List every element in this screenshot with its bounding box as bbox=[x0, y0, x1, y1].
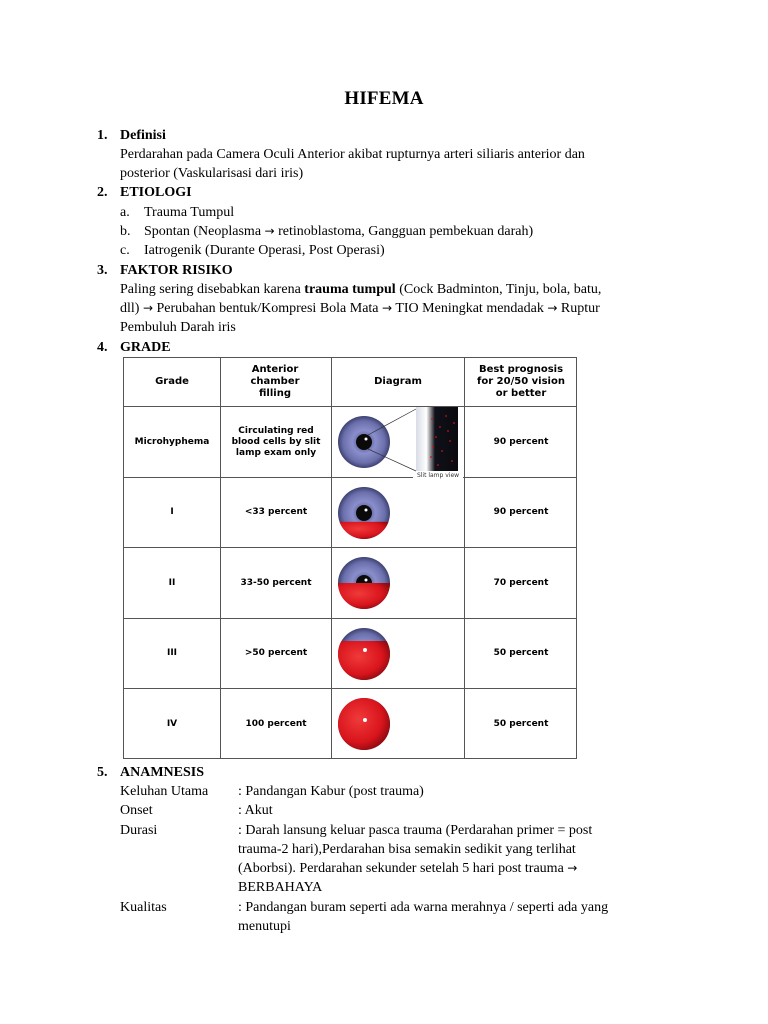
grade-cell: I bbox=[170, 507, 174, 517]
pupil-highlight bbox=[365, 579, 368, 582]
durasi-line-4: BERBAHAYA bbox=[238, 880, 323, 895]
grade-cell: III bbox=[166, 648, 178, 658]
arrow-right-icon: → bbox=[382, 301, 393, 315]
keluhan-value: : Pandangan Kabur (post trauma) bbox=[238, 784, 424, 799]
blood-level bbox=[338, 522, 390, 539]
section-4-number: 4. bbox=[97, 340, 108, 355]
risk-line-3: Pembuluh Darah iris bbox=[120, 320, 236, 335]
header-filling: Anterior chamber filling bbox=[250, 364, 300, 399]
arrow-right-icon: → bbox=[264, 224, 275, 238]
onset-label: Onset bbox=[120, 803, 153, 818]
section-3-number: 3. bbox=[97, 263, 108, 278]
section-5-number: 5. bbox=[97, 765, 108, 780]
pupil-highlight bbox=[365, 509, 368, 512]
etiology-item-a: Trauma Tumpul bbox=[144, 205, 235, 220]
header-grade: Grade bbox=[155, 376, 189, 387]
definition-line-1: Perdarahan pada Camera Oculi Anterior akibat rupturnya arteri siliaris anterior dan bbox=[120, 147, 585, 162]
etiology-item-c: Iatrogenik (Durante Operasi, Post Operasi) bbox=[144, 243, 385, 258]
risk-line-2: dll) → Perubahan bentuk/Kompresi Bola Mata → TIO Meningkat mendadak → Ruptur bbox=[120, 301, 600, 316]
kualitas-line-2: menutupi bbox=[238, 919, 291, 934]
eye-diagram-microhyphema bbox=[332, 407, 464, 477]
arrow-right-icon: → bbox=[142, 301, 154, 315]
etiology-letter-c: c. bbox=[120, 243, 130, 258]
arrow-right-icon: → bbox=[567, 861, 578, 875]
grade-cell: II bbox=[168, 577, 176, 588]
etiology-letter-a: a. bbox=[120, 205, 130, 220]
slit-lamp-label: Slit lamp view bbox=[413, 472, 463, 479]
blood-level bbox=[338, 641, 390, 680]
etiology-letter-b: b. bbox=[120, 224, 131, 239]
blood-highlight bbox=[363, 718, 367, 722]
onset-value: : Akut bbox=[238, 803, 273, 818]
pupil bbox=[356, 505, 372, 521]
prognosis-cell: 50 percent bbox=[493, 648, 549, 658]
section-3-heading: FAKTOR RISIKO bbox=[120, 263, 233, 278]
filling-cell: <33 percent bbox=[244, 507, 308, 517]
section-2-heading: ETIOLOGI bbox=[120, 185, 192, 200]
keluhan-label: Keluhan Utama bbox=[120, 784, 209, 799]
kualitas-label: Kualitas bbox=[120, 900, 167, 915]
page-title: HIFEMA bbox=[344, 88, 424, 109]
grade-cell: Microhyphema bbox=[134, 436, 210, 447]
arrow-right-icon: → bbox=[547, 301, 558, 315]
filling-cell: Circulating red blood cells by slit lamp exam only bbox=[231, 425, 321, 458]
section-2-number: 2. bbox=[97, 185, 108, 200]
blood-level bbox=[338, 698, 390, 750]
section-1-heading: Definisi bbox=[120, 128, 166, 143]
section-4-heading: GRADE bbox=[120, 340, 171, 355]
eye-diagram-grade-4 bbox=[332, 689, 402, 759]
filling-cell: 100 percent bbox=[245, 718, 307, 729]
definition-line-2: posterior (Vaskularisasi dari iris) bbox=[120, 166, 304, 181]
blood-highlight bbox=[363, 648, 367, 652]
header-prognosis: Best prognosis for 20/50 vision or better bbox=[477, 364, 565, 399]
grade-cell: IV bbox=[166, 718, 178, 729]
etiology-item-b: Spontan (Neoplasma → retinoblastoma, Gangguan pembekuan darah) bbox=[144, 224, 534, 239]
eye-diagram-grade-3 bbox=[332, 619, 402, 688]
eye-diagram-grade-1 bbox=[332, 478, 402, 547]
prognosis-cell: 50 percent bbox=[493, 718, 549, 729]
prognosis-cell: 70 percent bbox=[493, 577, 549, 588]
durasi-label: Durasi bbox=[120, 823, 158, 838]
filling-cell: 33-50 percent bbox=[240, 577, 312, 588]
durasi-line-2: trauma-2 hari),Perdarahan bisa semakin sedikit yang terlihat bbox=[238, 842, 576, 857]
blood-level bbox=[338, 583, 390, 609]
kualitas-line-1: : Pandangan buram seperti ada warna merahnya / seperti ada yang bbox=[238, 900, 609, 915]
header-diagram: Diagram bbox=[374, 376, 422, 387]
eye-diagram-grade-2 bbox=[332, 548, 402, 618]
durasi-line-1: : Darah lansung keluar pasca trauma (Perdarahan primer = post bbox=[238, 823, 593, 838]
filling-cell: >50 percent bbox=[244, 648, 308, 658]
prognosis-cell: 90 percent bbox=[493, 507, 549, 517]
section-5-heading: ANAMNESIS bbox=[120, 765, 205, 780]
durasi-line-3: (Aborbsi). Perdarahan sekunder setelah 5 hari post trauma → bbox=[238, 861, 578, 876]
section-1-number: 1. bbox=[97, 128, 108, 143]
grade-table bbox=[123, 357, 577, 759]
prognosis-cell: 90 percent bbox=[493, 436, 549, 447]
risk-line-1: Paling sering disebabkan karena trauma tumpul (Cock Badminton, Tinju, bola, batu, bbox=[120, 282, 602, 297]
